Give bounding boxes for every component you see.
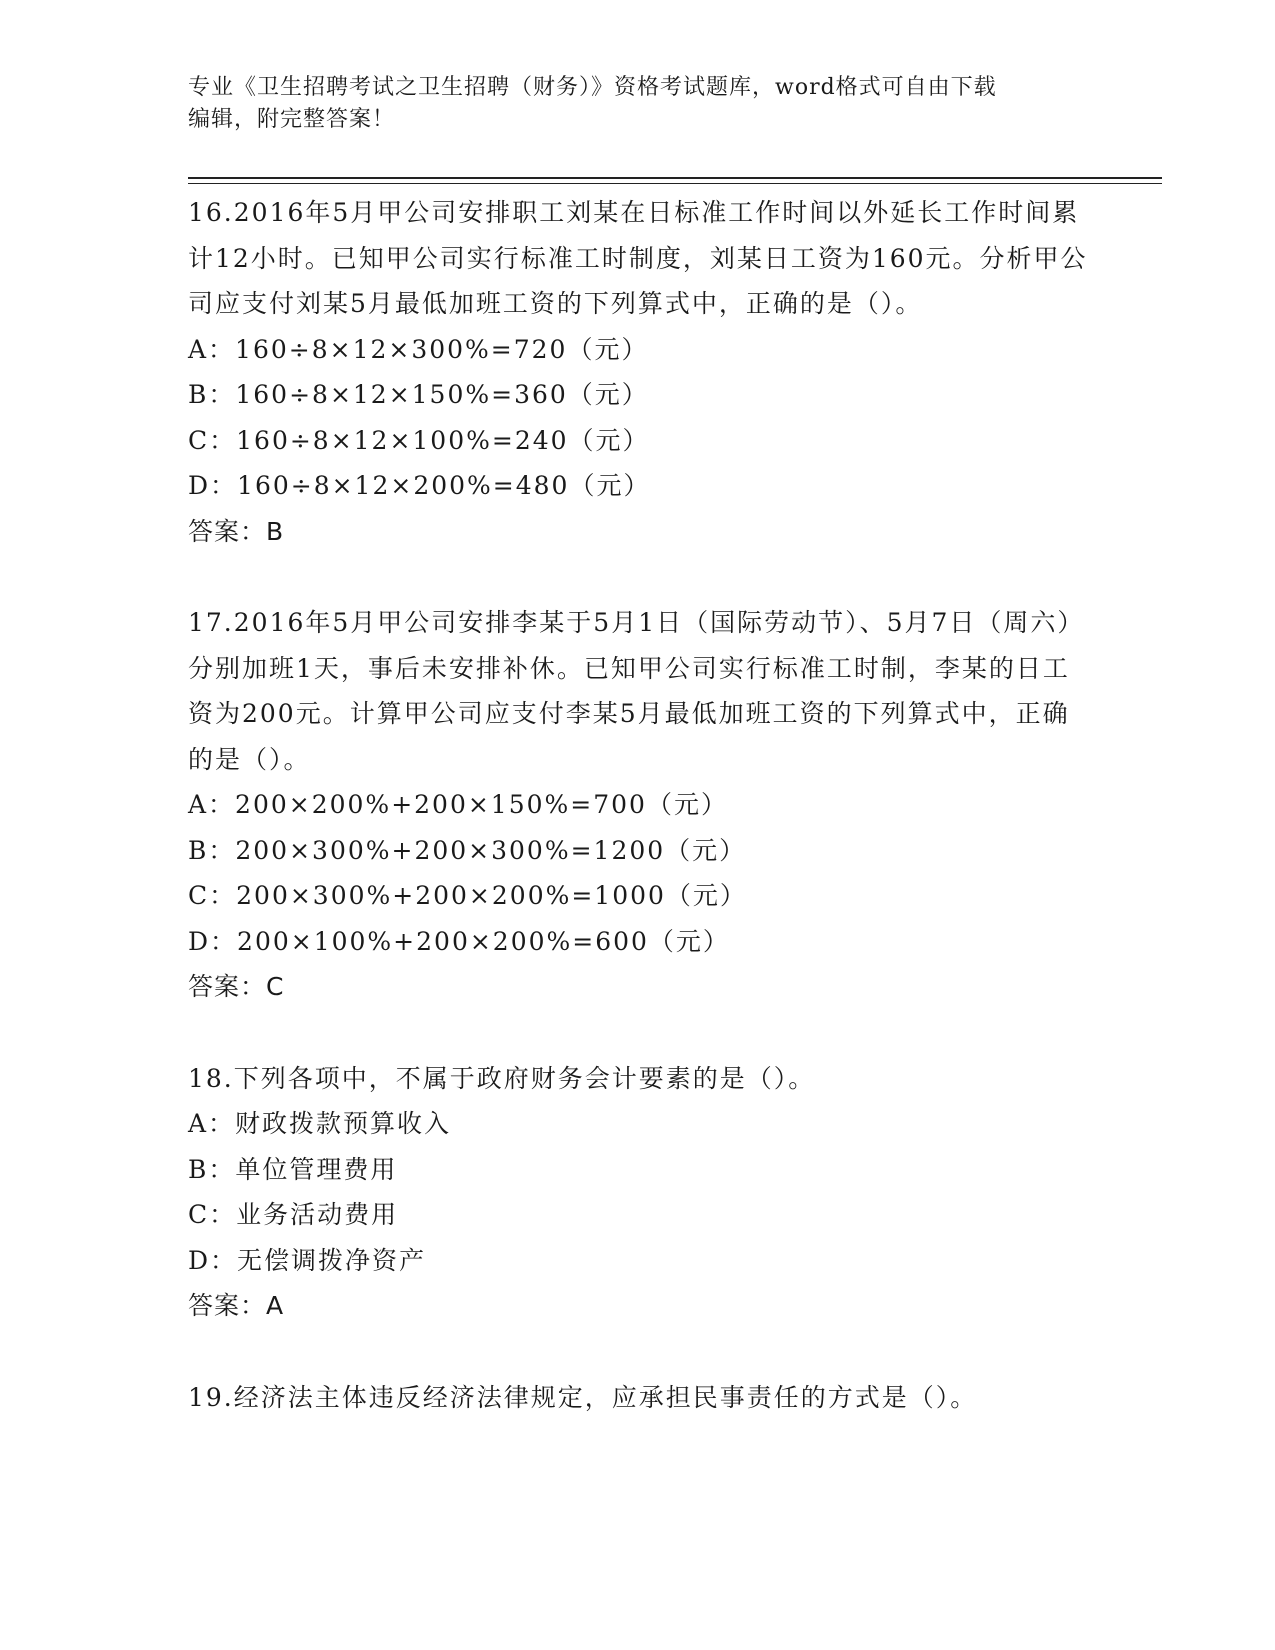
option-d: D：160÷8×12×200%=480（元） (188, 471, 651, 500)
option-a: A：160÷8×12×300%=720（元） (188, 334, 649, 364)
option-c: C：业务活动费用 (188, 1200, 399, 1229)
answer-line: 答案：A (188, 1291, 285, 1320)
question-stem: 18.下列各项中，不属于政府财务会计要素的是（）。 (188, 1063, 816, 1093)
header-line-2: 编辑，附完整答案！ (188, 107, 396, 132)
question-16 (188, 190, 1088, 554)
question-list (188, 190, 1088, 1420)
option-d: D：无偿调拨净资产 (188, 1245, 427, 1275)
question-18 (188, 1056, 1088, 1329)
option-b: B：160÷8×12×150%=360（元） (188, 380, 649, 409)
option-a: A：财政拨款预算收入 (188, 1109, 452, 1138)
option-c: C：160÷8×12×100%=240（元） (188, 425, 650, 455)
header-rule-thin (188, 183, 1162, 184)
option-a: A：200×200%+200×150%=700（元） (188, 790, 728, 819)
question-spacer (188, 1329, 1088, 1375)
question-stem: 19.经济法主体违反经济法律规定，应承担民事责任的方式是（）。 (188, 1382, 978, 1412)
question-stem: 16.2016年5月甲公司安排职工刘某在日标准工作时间以外延长工作时间累计12小时。已知甲公司实行标准工时制度，刘某日工资为160元。分析甲公司应支付刘某5月最低加班工资的下列算式中，正确的是（）。 (188, 198, 1088, 318)
header-rule-thick (188, 177, 1162, 179)
question-spacer (188, 1010, 1088, 1056)
question-spacer (188, 554, 1088, 600)
header-line-1: 专业《卫生招聘考试之卫生招聘（财务）》资格考试题库，word格式可自由下载 (188, 75, 997, 100)
answer-line: 答案：C (188, 972, 285, 1001)
question-stem: 17.2016年5月甲公司安排李某于5月1日（国际劳动节）、5月7日（周六）分别加班1天，事后未安排补休。已知甲公司实行标准工时制，李某的日工资为200元。计算甲公司应支付李某5月最低加班工资的下列算式中，正确的是（）。 (188, 608, 1085, 774)
document-header (188, 72, 1088, 136)
answer-line: 答案：B (188, 516, 285, 546)
option-b: B：200×300%+200×300%=1200（元） (188, 835, 747, 865)
option-c: C：200×300%+200×200%=1000（元） (188, 881, 747, 910)
question-19 (188, 1375, 1088, 1421)
option-b: B：单位管理费用 (188, 1154, 398, 1184)
question-17 (188, 600, 1088, 1010)
option-d: D：200×100%+200×200%=600（元） (188, 926, 730, 956)
